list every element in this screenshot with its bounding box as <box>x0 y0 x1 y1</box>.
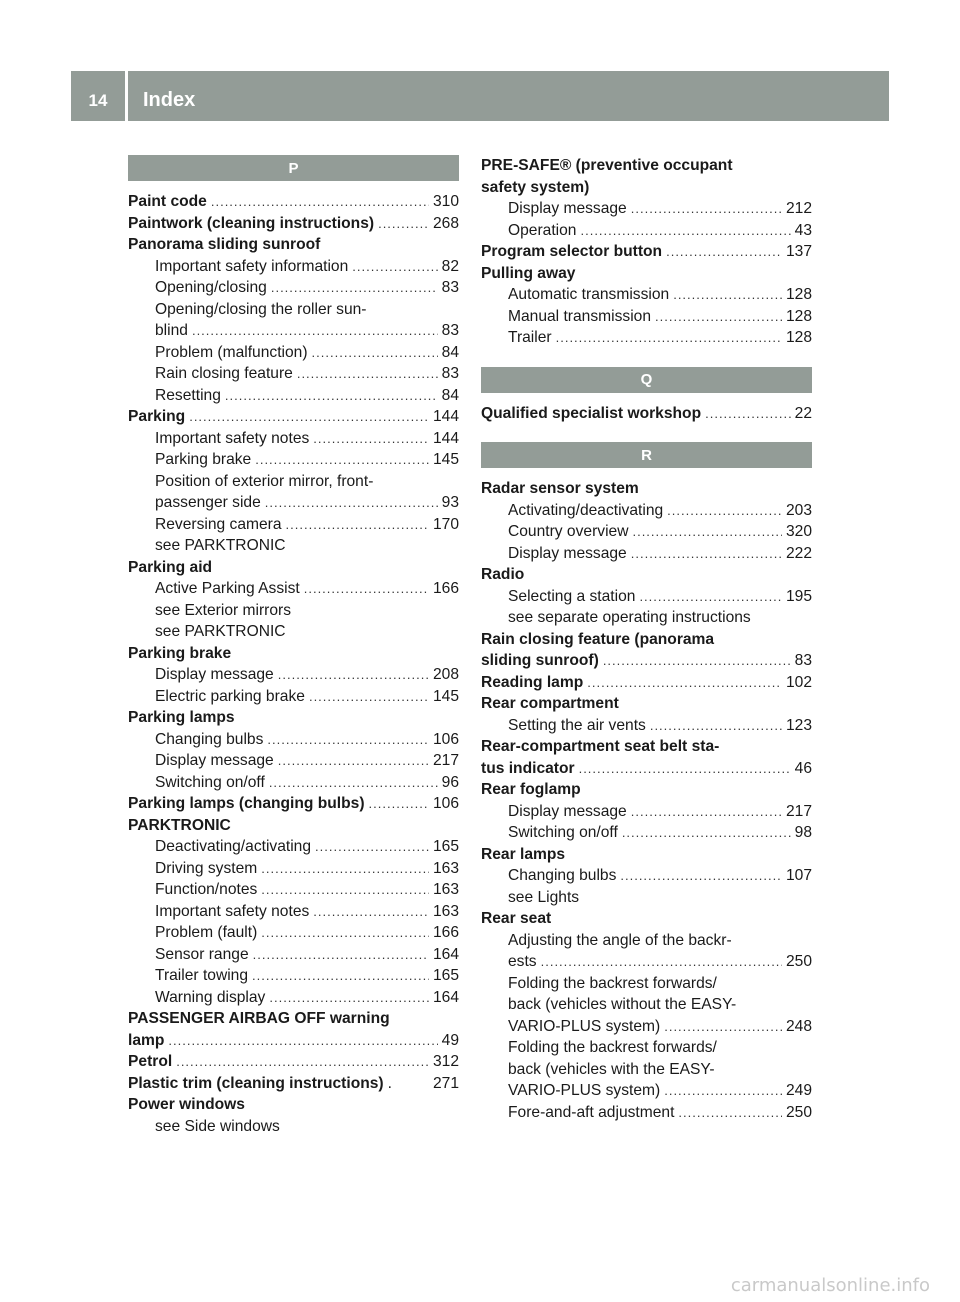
index-entry <box>128 213 459 235</box>
dot-leader <box>309 686 429 708</box>
entry-text: Active Parking Assist <box>155 580 300 597</box>
index-column-left <box>128 155 459 1137</box>
dot-leader <box>664 1080 782 1102</box>
index-entry <box>481 844 812 866</box>
dot-leader <box>297 363 438 385</box>
index-entry <box>128 815 459 837</box>
dot-leader <box>192 320 438 342</box>
page-ref: 83 <box>441 365 459 382</box>
page-ref: 83 <box>441 279 459 296</box>
entry-text: Problem (malfunction) <box>155 343 308 361</box>
entry-text: see PARKTRONIC <box>155 537 286 554</box>
index-subentry <box>481 822 812 844</box>
index-entry <box>128 1094 459 1116</box>
dot-leader <box>666 241 782 263</box>
entry-text: Rear compartment <box>481 695 619 712</box>
entry-text: Folding the backrest forwards/ <box>508 1039 717 1056</box>
dot-leader <box>312 342 438 364</box>
dot-leader <box>587 672 782 694</box>
page-ref: 222 <box>785 544 812 562</box>
page-ref: 123 <box>785 716 812 734</box>
entry-text: passenger side <box>155 494 261 511</box>
page-ref: 249 <box>785 1082 812 1099</box>
index-subentry <box>128 1116 459 1138</box>
index-subentry <box>481 327 812 349</box>
dot-leader <box>278 750 429 772</box>
entry-text: Selecting a station <box>508 587 636 605</box>
entry-text: Electric parking brake <box>155 687 305 705</box>
index-subentry <box>128 621 459 643</box>
section-letter: P <box>128 155 459 181</box>
page-ref: 165 <box>432 838 459 855</box>
index-subentry <box>128 299 459 321</box>
index-subentry <box>481 973 812 995</box>
entry-text: PRE-SAFE® (preventive occupant <box>481 157 733 174</box>
page-ref: 250 <box>785 1103 812 1121</box>
page-ref: 217 <box>785 802 812 820</box>
entry-text: Important safety notes <box>155 429 310 447</box>
entry-text: Qualified specialist workshop <box>481 404 702 422</box>
entry-text: Rear-compartment seat belt sta- <box>481 738 720 755</box>
page-ref: 83 <box>794 652 812 669</box>
entry-text: Country overview <box>508 523 629 540</box>
page-ref: 310 <box>432 193 459 210</box>
index-subentry <box>128 600 459 622</box>
page-ref: 144 <box>432 408 459 425</box>
index-subentry <box>128 471 459 493</box>
dot-leader: . <box>387 1074 392 1092</box>
index-subentry <box>128 944 459 966</box>
dot-leader <box>176 1051 429 1073</box>
index-subentry <box>128 858 459 880</box>
index-subentry <box>128 277 459 299</box>
page-ref: 98 <box>794 824 812 841</box>
entry-text: Switching on/off <box>508 824 618 841</box>
dot-leader <box>278 664 429 686</box>
index-subentry <box>481 198 812 220</box>
dot-leader <box>261 922 429 944</box>
index-subentry <box>481 865 812 887</box>
dot-leader <box>252 965 429 987</box>
dot-leader <box>678 1102 782 1124</box>
dot-leader <box>378 213 429 235</box>
index-entry <box>128 643 459 665</box>
entry-text: Rear foglamp <box>481 781 581 798</box>
page-ref: 163 <box>432 859 459 877</box>
page-title: Index <box>143 89 196 111</box>
index-subentry <box>128 449 459 471</box>
entry-text: Rain closing feature (panorama <box>481 630 715 648</box>
entry-text: Switching on/off <box>155 773 265 791</box>
index-entry <box>481 403 812 425</box>
entry-text: Power windows <box>128 1096 245 1113</box>
page-ref: 165 <box>432 967 459 984</box>
dot-leader <box>603 650 791 672</box>
page-ref: 170 <box>432 515 459 533</box>
page-ref: 166 <box>432 580 459 597</box>
dot-leader <box>269 987 429 1009</box>
index-entry <box>128 191 459 213</box>
index-entry <box>128 793 459 815</box>
index-entry <box>481 672 812 694</box>
index-subentry <box>128 901 459 923</box>
index-entry <box>481 241 812 263</box>
dot-leader <box>667 500 782 522</box>
index-subentry <box>481 1059 812 1081</box>
entry-text: Parking lamps (changing bulbs) <box>128 795 365 812</box>
entry-text: VARIO-PLUS system) <box>508 1082 661 1099</box>
entry-text: Rear seat <box>481 910 552 927</box>
index-subentry <box>128 686 459 708</box>
index-entry <box>481 478 812 500</box>
dot-leader <box>168 1030 437 1052</box>
entry-text: Parking <box>128 408 186 425</box>
index-subentry <box>481 1016 812 1038</box>
dot-leader <box>352 256 437 278</box>
dot-leader <box>261 858 429 880</box>
index-subentry <box>481 521 812 543</box>
dot-leader <box>650 715 782 737</box>
index-entry <box>481 263 812 285</box>
page-ref: 271 <box>432 1074 459 1092</box>
entry-text: Radar sensor system <box>481 480 639 497</box>
entry-text: ests <box>508 953 537 970</box>
page-ref: 84 <box>441 386 459 404</box>
index-subentry <box>481 543 812 565</box>
index-subentry <box>128 729 459 751</box>
entry-text: PASSENGER AIRBAG OFF warning <box>128 1010 390 1027</box>
page-header <box>71 71 889 121</box>
page-ref: 163 <box>432 902 459 920</box>
dot-leader <box>664 1016 782 1038</box>
entry-text: safety system) <box>481 178 590 196</box>
dot-leader <box>631 543 782 565</box>
index-subentry <box>481 887 812 909</box>
dot-leader <box>620 865 782 887</box>
index-entry <box>128 707 459 729</box>
entry-text: Changing bulbs <box>508 867 617 884</box>
page-ref: 106 <box>432 730 459 748</box>
entry-text: Resetting <box>155 386 221 404</box>
entry-text: Paintwork (cleaning instructions) <box>128 214 375 232</box>
page-ref: 320 <box>785 523 812 540</box>
page-ref: 22 <box>794 404 812 422</box>
page-ref: 144 <box>432 429 459 447</box>
index-subentry <box>128 514 459 536</box>
page-ref: 145 <box>432 451 459 468</box>
index-entry <box>481 758 812 780</box>
index-subentry <box>128 987 459 1009</box>
page-ref: 46 <box>794 759 812 777</box>
index-entry <box>481 650 812 672</box>
entry-text: Parking brake <box>128 644 232 662</box>
dot-leader <box>269 772 438 794</box>
index-subentry <box>481 930 812 952</box>
entry-text: PARKTRONIC <box>128 816 231 834</box>
section-letter: Q <box>481 367 812 393</box>
page-ref: 102 <box>785 673 812 691</box>
index-subentry <box>128 664 459 686</box>
page-ref: 268 <box>432 214 459 232</box>
entry-text: Program selector button <box>481 243 663 260</box>
index-subentry <box>128 492 459 514</box>
entry-text: Driving system <box>155 859 258 877</box>
index-subentry <box>128 836 459 858</box>
page-ref: 49 <box>441 1031 459 1049</box>
index-subentry <box>128 320 459 342</box>
entry-text: Problem (fault) <box>155 924 258 941</box>
entry-text: Folding the backrest forwards/ <box>508 974 717 992</box>
entry-text: Automatic transmission <box>508 286 670 303</box>
entry-text: Radio <box>481 566 525 583</box>
page-ref: 195 <box>785 587 812 605</box>
entry-text: back (vehicles without the EASY- <box>508 996 737 1013</box>
page-ref: 208 <box>432 666 459 683</box>
dot-leader <box>255 449 429 471</box>
index-subentry <box>481 586 812 608</box>
entry-text: Sensor range <box>155 945 249 963</box>
index-subentry <box>128 428 459 450</box>
entry-text: see Lights <box>508 888 580 906</box>
dot-leader <box>632 521 782 543</box>
page-ref: 250 <box>785 953 812 970</box>
page-ref: 106 <box>432 795 459 812</box>
index-entry <box>481 693 812 715</box>
index-entry <box>128 557 459 579</box>
index-subentry <box>128 342 459 364</box>
entry-text: Parking aid <box>128 558 213 576</box>
entry-text: Rain closing feature <box>155 365 293 382</box>
entry-text: Pulling away <box>481 264 576 282</box>
dot-leader <box>579 758 791 780</box>
index-subentry <box>128 922 459 944</box>
dot-leader <box>631 198 782 220</box>
dot-leader <box>631 801 782 823</box>
index-subentry <box>128 772 459 794</box>
entry-text: Petrol <box>128 1053 173 1070</box>
entry-text: Adjusting the angle of the backr- <box>508 931 732 949</box>
page-ref: 82 <box>441 257 459 275</box>
index-entry <box>128 1008 459 1030</box>
entry-text: Plastic trim (cleaning instructions) <box>128 1074 384 1092</box>
entry-text: VARIO-PLUS system) <box>508 1017 661 1035</box>
index-subentry <box>481 951 812 973</box>
entry-text: tus indicator <box>481 759 575 777</box>
entry-text: Opening/closing <box>155 279 267 296</box>
entry-text: Display message <box>155 666 274 683</box>
dot-leader <box>655 306 782 328</box>
entry-text: Setting the air vents <box>508 716 646 734</box>
page-ref: 137 <box>785 243 812 260</box>
index-subentry <box>481 500 812 522</box>
page-ref: 83 <box>441 322 459 339</box>
entry-text: Display message <box>155 752 274 769</box>
page-ref: 312 <box>432 1053 459 1070</box>
index-subentry <box>481 284 812 306</box>
entry-text: Important safety information <box>155 257 349 275</box>
entry-text: Important safety notes <box>155 902 310 920</box>
page-ref: 96 <box>441 773 459 791</box>
entry-text: Trailer towing <box>155 967 249 984</box>
page-ref: 128 <box>785 307 812 325</box>
header-divider <box>125 71 128 121</box>
index-subentry <box>481 1080 812 1102</box>
index-entry <box>481 629 812 651</box>
entry-text: Display message <box>508 802 627 820</box>
dot-leader <box>556 327 782 349</box>
index-subentry <box>481 1037 812 1059</box>
entry-text: back (vehicles with the EASY- <box>508 1060 715 1078</box>
index-entry <box>481 908 812 930</box>
entry-text: Parking brake <box>155 451 252 468</box>
dot-leader <box>304 578 429 600</box>
page-ref: 217 <box>432 752 459 769</box>
page-ref: 107 <box>785 867 812 884</box>
dot-leader <box>189 406 429 428</box>
index-subentry <box>128 363 459 385</box>
entry-text: Manual transmission <box>508 307 652 325</box>
page-ref: 164 <box>432 945 459 963</box>
dot-leader <box>315 836 429 858</box>
entry-text: see PARKTRONIC <box>155 623 286 640</box>
entry-text: Position of exterior mirror, front- <box>155 472 374 490</box>
page-ref: 203 <box>785 501 812 519</box>
entry-text: Rear lamps <box>481 845 566 863</box>
page-ref: 212 <box>785 200 812 217</box>
index-subentry <box>481 220 812 242</box>
index-subentry <box>128 256 459 278</box>
dot-leader <box>253 944 429 966</box>
index-subentry <box>481 994 812 1016</box>
index-subentry <box>128 750 459 772</box>
entry-text: Parking lamps <box>128 709 235 726</box>
index-entry <box>481 736 812 758</box>
entry-text: Warning display <box>155 988 266 1006</box>
dot-leader <box>541 951 782 973</box>
index-subentry <box>128 965 459 987</box>
page-ref: 84 <box>441 343 459 361</box>
index-entry <box>128 1073 459 1095</box>
index-entry <box>128 406 459 428</box>
dot-leader <box>639 586 782 608</box>
index-entry <box>481 564 812 586</box>
section-letter: R <box>481 442 812 468</box>
index-entry <box>481 779 812 801</box>
page-ref: 163 <box>432 881 459 898</box>
index-entry <box>128 234 459 256</box>
entry-text: Reversing camera <box>155 515 282 533</box>
page-ref: 93 <box>441 494 459 511</box>
entry-text: Panorama sliding sunroof <box>128 236 321 253</box>
entry-text: lamp <box>128 1031 165 1049</box>
entry-text: Reading lamp <box>481 673 584 691</box>
index-subentry <box>128 879 459 901</box>
entry-text: Display message <box>508 544 627 562</box>
index-entry <box>481 155 812 177</box>
page-ref: 164 <box>432 988 459 1006</box>
page-ref: 128 <box>785 329 812 346</box>
index-subentry <box>481 715 812 737</box>
index-entry <box>128 1030 459 1052</box>
page-ref: 128 <box>785 286 812 303</box>
page-ref: 166 <box>432 924 459 941</box>
entry-text: Function/notes <box>155 881 258 898</box>
dot-leader <box>673 284 782 306</box>
entry-text: Deactivating/activating <box>155 838 312 855</box>
entry-text: sliding sunroof) <box>481 652 599 669</box>
page-ref: 43 <box>794 221 812 239</box>
entry-text: Trailer <box>508 329 552 346</box>
entry-text: Operation <box>508 221 577 239</box>
entry-text: see Side windows <box>155 1117 280 1135</box>
dot-leader <box>369 793 429 815</box>
entry-text: blind <box>155 322 188 339</box>
index-subentry <box>481 607 812 629</box>
page-ref: 248 <box>785 1017 812 1035</box>
entry-text: see Exterior mirrors <box>155 601 292 619</box>
dot-leader <box>580 220 790 242</box>
entry-text: Changing bulbs <box>155 730 264 748</box>
index-subentry <box>481 1102 812 1124</box>
dot-leader <box>211 191 429 213</box>
entry-text: see separate operating instructions <box>508 609 751 626</box>
index-subentry <box>128 385 459 407</box>
dot-leader <box>286 514 429 536</box>
entry-text: Opening/closing the roller sun- <box>155 300 367 318</box>
index-column-right <box>481 155 812 1123</box>
dot-leader <box>265 492 438 514</box>
page-ref: 145 <box>432 687 459 705</box>
entry-text: Display message <box>508 200 627 217</box>
dot-leader <box>271 277 438 299</box>
entry-text: Fore-and-aft adjustment <box>508 1103 675 1121</box>
dot-leader <box>225 385 438 407</box>
index-subentry <box>128 578 459 600</box>
watermark: carmanualsonline.info <box>730 1275 930 1296</box>
entry-text: Paint code <box>128 193 207 210</box>
dot-leader <box>267 729 429 751</box>
index-entry <box>128 1051 459 1073</box>
dot-leader <box>313 901 429 923</box>
dot-leader <box>622 822 791 844</box>
index-subentry <box>481 801 812 823</box>
index-entry <box>481 177 812 199</box>
dot-leader <box>261 879 429 901</box>
dot-leader <box>705 403 791 425</box>
page-number: 14 <box>88 91 108 110</box>
index-subentry <box>481 306 812 328</box>
index-subentry <box>128 535 459 557</box>
entry-text: Activating/deactivating <box>508 501 664 519</box>
dot-leader <box>313 428 429 450</box>
